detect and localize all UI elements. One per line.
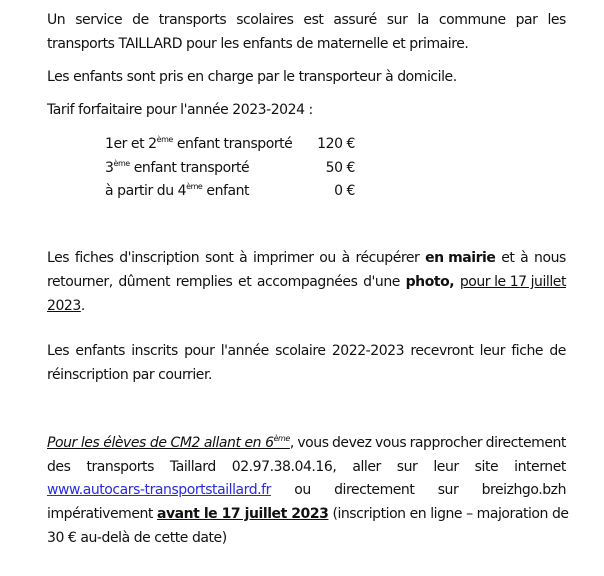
word: commune xyxy=(438,12,506,28)
word: à xyxy=(239,250,248,266)
word: retourner, xyxy=(47,274,113,290)
tariff-label: à partir du 4ème enfant xyxy=(105,182,250,199)
word: directement xyxy=(334,482,415,498)
word: inscrits xyxy=(131,343,178,359)
ordinal-suffix: ème xyxy=(113,158,130,168)
registration-line-1 xyxy=(47,246,566,270)
cm2-line-3 xyxy=(47,478,566,502)
tariff-row xyxy=(105,156,355,180)
word: Les xyxy=(47,250,70,266)
registration-line-2 xyxy=(47,270,566,294)
website-link[interactable]: www.autocars-transportstaillard.fr xyxy=(47,482,271,498)
word: 2022-2023 xyxy=(331,343,405,359)
reregistration-line-2: réinscription par courrier. xyxy=(47,367,212,383)
word: d'une xyxy=(363,274,400,290)
ordinal-suffix: ème xyxy=(186,182,203,191)
ordinal-suffix: ème xyxy=(273,434,290,443)
word: ou xyxy=(319,250,336,266)
word: d'inscription xyxy=(119,250,200,266)
tariff-price: 0 € xyxy=(334,183,355,199)
word: imprimer xyxy=(253,250,314,266)
word: à xyxy=(341,250,350,266)
word: transports xyxy=(158,12,227,28)
ordinal-suffix: ème xyxy=(156,135,173,144)
word: internet xyxy=(514,459,566,475)
word: sur xyxy=(386,12,408,28)
word: transports xyxy=(86,459,154,475)
deadline-year: 2023 xyxy=(47,298,81,314)
word: vous xyxy=(374,435,407,451)
word: site xyxy=(474,459,499,475)
word: l'année xyxy=(220,343,269,359)
reregistration-line-1 xyxy=(47,339,566,363)
word: ou xyxy=(294,482,311,498)
cm2-intro-underlined: Pour les élèves de CM2 allant en 6ème xyxy=(47,434,290,451)
word: récupérer xyxy=(355,250,420,266)
cm2-deadline: avant le 17 juillet 2023 xyxy=(156,506,329,522)
punctuation: . xyxy=(80,298,85,314)
word: accompagnées xyxy=(256,274,358,290)
text: (inscription en ligne – majoration de xyxy=(328,506,569,522)
word: service xyxy=(75,12,123,28)
word: à xyxy=(520,250,529,266)
word: fiche xyxy=(511,343,544,359)
word: vous xyxy=(297,435,329,451)
word: de xyxy=(549,343,566,359)
word: directement xyxy=(485,435,566,451)
text: impérativement xyxy=(47,506,157,522)
word: des xyxy=(47,459,71,475)
word: Taillard xyxy=(169,459,216,475)
word: sur xyxy=(396,459,418,475)
emphasis-photo: photo, xyxy=(405,274,455,290)
tariff-heading: Tarif forfaitaire pour l'année 2023-2024 : xyxy=(47,102,313,118)
emphasis-en-mairie: en mairie xyxy=(425,250,496,266)
tariff-row xyxy=(105,132,355,156)
word: scolaire xyxy=(275,343,326,359)
cm2-line-2 xyxy=(47,455,566,479)
word: breizhgo.bzh xyxy=(481,482,566,498)
cm2-line-5: 30 € au-delà de cette date) xyxy=(47,530,227,546)
word: sont xyxy=(204,250,234,266)
deadline-date: pour le 17 juillet xyxy=(459,274,566,290)
word: et xyxy=(501,250,515,266)
word: par xyxy=(515,12,538,28)
registration-line-3 xyxy=(47,294,566,318)
word: les xyxy=(547,12,566,28)
word: enfants xyxy=(75,343,125,359)
word: et xyxy=(238,274,252,290)
word: Les xyxy=(47,343,70,359)
tariff-label: 3ème enfant transporté xyxy=(105,158,250,176)
intro-line-2: transports TAILLARD pour les enfants de maternelle et primaire. xyxy=(47,36,469,52)
tariff-price: 50 € xyxy=(325,159,355,176)
word: assuré xyxy=(333,12,377,28)
word: remplies xyxy=(175,274,233,290)
word: nous xyxy=(534,250,566,266)
word: de xyxy=(132,12,149,28)
intro-line-1 xyxy=(47,8,566,32)
word: sur xyxy=(437,482,459,498)
word: leur xyxy=(479,343,506,359)
cm2-intro: Pour les élèves de CM2 allant en 6ème, xyxy=(47,434,294,451)
word: rapprocher xyxy=(409,435,483,451)
pickup-text: Les enfants sont pris en charge par le transporteur à domicile. xyxy=(47,69,457,85)
cm2-line-4 xyxy=(47,502,569,526)
word: dûment xyxy=(118,274,171,290)
word: pour xyxy=(184,343,215,359)
word: 02.97.38.04.16, xyxy=(231,459,337,475)
tariff-price: 120 € xyxy=(317,136,355,152)
word: la xyxy=(417,12,429,28)
word: leur xyxy=(433,459,459,475)
word: scolaires xyxy=(236,12,294,28)
tariff-label: 1er et 2ème enfant transporté xyxy=(105,135,293,152)
word: aller xyxy=(352,459,381,475)
tariff-row xyxy=(105,179,355,203)
word: devez xyxy=(332,435,372,451)
word: fiches xyxy=(74,250,114,266)
word: est xyxy=(303,12,324,28)
word: recevront xyxy=(410,343,474,359)
cm2-line-1 xyxy=(47,431,566,455)
word: Un xyxy=(47,12,66,28)
